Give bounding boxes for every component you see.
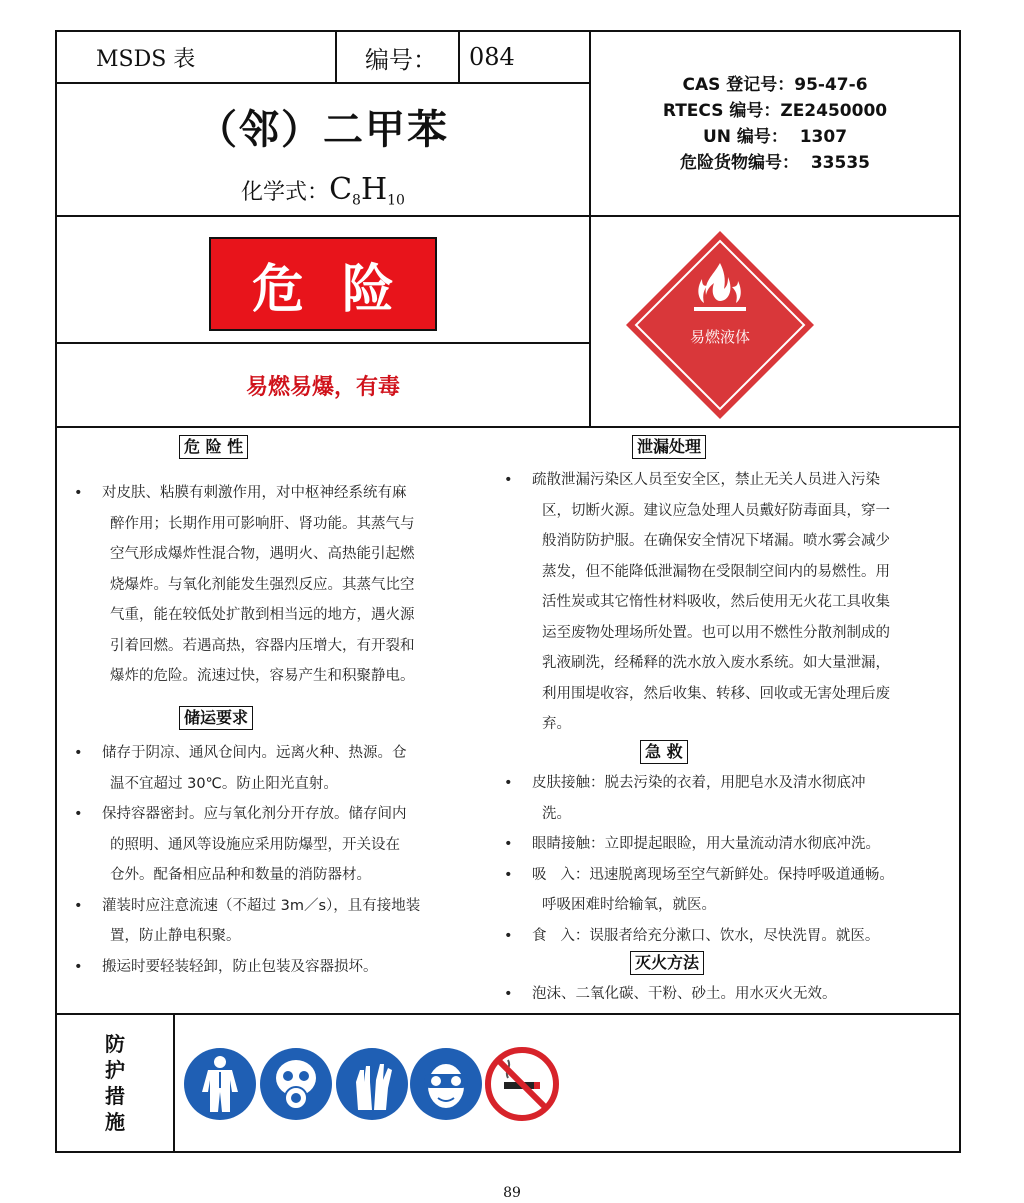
msds-label: MSDS 表 [96,46,196,72]
divider [55,426,961,428]
protection-label-char: 施 [105,1110,125,1134]
list-item-line: 乳液刷洗，经稀释的洗水放入废水系统。如大量泄漏， [542,655,890,671]
list-item-line: 蒸发，但不能降低泄漏物在受限制空间内的易燃性。用 [542,563,890,580]
chemical-name: （邻）二甲苯 [197,107,449,153]
divider [55,342,591,344]
protection-label-char: 措 [105,1084,125,1108]
list-item: • 对皮肤、粘膜有刺激作用，对中枢神经系统有麻 醉作用；长期作用可影响肝、肾功能。其蒸气与 空气形成爆炸性混合物，遇明火、高热能引起燃 烧爆炸。与氧化剂能发生强烈反应。其蒸气比空 气重，能在较低处扩散到相当远的地方，遇火源 引着回燃。若遇高热，容器内压增大，有开裂和 爆炸的危险。流速过快，容易产生和积聚静电。 [74,478,474,692]
list-item-line: 烧爆炸。与氧化剂能发生强烈反应。其蒸气比空 [110,576,415,593]
page-number: 89 [503,1185,521,1201]
flammable-liquid-icon [624,229,816,421]
divider [55,215,961,217]
list-item-line: 活性炭或其它惰性材料吸收，然后使用无火花工具收集 [542,594,890,610]
list-item-line: 食 入：误服者给充分漱口、饮水，尽快洗胃。就医。 [532,927,880,944]
chemical-formula [57,172,589,208]
list-item-line: 洗。 [542,805,571,822]
list-item-line: 爆炸的危险。流速过快，容易产生和积聚静电。 [110,668,415,684]
list-item-line: 储存于阴凉、通风仓间内。远离火种、热源。仓 [102,745,407,761]
protective-gloves-icon [336,1048,408,1120]
list-item-line: 置，防止静电积聚。 [110,928,241,944]
list-item-line: 灌装时应注意流速（不超过 3m／s），且有接地装 [102,897,421,914]
hazard-summary: 易燃易爆，有毒 [245,375,400,400]
list-item-line: 利用围堤收容，然后收集、转移、回收或无害处理后废 [542,685,890,702]
list-item-line: 泡沫、二氧化碳、干粉、砂土。用水灭火无效。 [532,986,837,1002]
list-item-line: 呼吸困难时给输氧，就医。 [542,897,716,913]
fire-list [504,979,954,1010]
rtecs-number: RTECS 编号：ZE2450000 [662,101,888,121]
section-title-first-aid: 急 救 [640,740,688,764]
safety-goggles-icon [410,1048,482,1120]
number-value: 084 [469,43,515,71]
formula-c: C [329,172,353,207]
divider [458,30,460,83]
sign-label: 易燃液体 [689,328,750,346]
list-item-line: 保持容器密封。应与氧化剂分开存放。储存间内 [102,806,407,822]
cas-number: CAS 登记号：95-47-6 [682,75,868,95]
list-item-line: 温不宜超过 30℃。防止阳光直射。 [110,775,338,792]
list-item: • 泡沫、二氧化碳、干粉、砂土。用水灭火无效。 [504,979,954,1010]
section-title-hazard: 危 险 性 [179,435,248,459]
list-item: • 食 入：误服者给充分漱口、饮水，尽快洗胃。就医。 [504,921,954,952]
identifier-block [591,72,959,176]
list-item-line: 空气形成爆炸性混合物，遇明火、高热能引起燃 [110,546,415,562]
list-item-line: 般消防防护服。在确保安全情况下堵漏。喷水雾会减少 [542,533,890,549]
list-item-line: 弃。 [542,716,571,732]
un-number: UN 编号： 1307 [702,127,848,147]
list-item: • 灌装时应注意流速（不超过 3m／s），且有接地装 置，防止静电积聚。 [74,891,474,952]
list-item-line: 搬运时要轻装轻卸，防止包装及容器损坏。 [102,958,378,975]
divider [55,82,591,84]
list-item-line: 对皮肤、粘膜有刺激作用，对中枢神经系统有麻 [102,485,407,501]
section-title-spill: 泄漏处理 [632,435,706,459]
flammable-liquid-sign [624,229,816,421]
list-item-line: 疏散泄漏污染区人员至安全区，禁止无关人员进入污染 [532,472,880,488]
list-item: • 搬运时要轻装轻卸，防止包装及容器损坏。 [74,952,474,983]
protection-label-char: 护 [105,1058,125,1082]
list-item: • 疏散泄漏污染区人员至安全区，禁止无关人员进入污染 区，切断火源。建议应急处理人员戴好防毒面具，穿一 般消防防护服。在确保安全情况下堵漏。喷水雾会减少 蒸发，但不能降低泄漏物在受限制空间内的易燃性。用 活性炭或其它惰性材料吸收，然后使用无火花工具收集 运至废物处理场所处置。也可以用不燃性分散剂制成的 乳液刷洗，经稀释的洗水放入废水系统。如大量泄漏， 利用围堤收容，然后收集、转移、回收或无害处理后废 弃。 [504,465,954,740]
list-item: • 眼睛接触：立即提起眼睑，用大量流动清水彻底冲洗。 [504,829,954,860]
divider [335,30,337,83]
storage-list [74,738,474,982]
section-title-fire: 灭火方法 [630,951,704,975]
formula-h: H [360,172,388,207]
formula-label: 化学式： [241,180,330,205]
number-label: 编号： [365,45,437,74]
list-item-line: 运至废物处理场所处置。也可以用不燃性分散剂制成的 [542,624,890,641]
danger-banner: 危险 [209,237,437,331]
formula-h-sub: 10 [387,192,405,209]
list-item: • 储存于阴凉、通风仓间内。远离火种、热源。仓 温不宜超过 30℃。防止阳光直射。 [74,738,474,799]
divider [55,1013,961,1015]
hazard-list [74,478,474,692]
protection-label-char: 防 [105,1032,125,1056]
formula-c-sub: 8 [352,192,361,209]
protective-suit-icon [184,1048,256,1120]
list-item: • 皮肤接触：脱去污染的衣着，用肥皂水及清水彻底冲 洗。 [504,768,954,829]
list-item-line: 的照明、通风等设施应采用防爆型，开关设在 [110,836,400,853]
list-item-line: 眼睛接触：立即提起眼睑，用大量流动清水彻底冲洗。 [532,836,880,852]
first-aid-list [504,768,954,951]
list-item: • 保持容器密封。应与氧化剂分开存放。储存间内 的照明、通风等设施应采用防爆型，开关设在 仓外。配备相应品种和数量的消防器材。 [74,799,474,891]
section-title-storage: 储运要求 [179,706,253,730]
protection-label [58,1016,172,1150]
list-item: • 吸 入：迅速脱离现场至空气新鲜处。保持呼吸道通畅。 呼吸困难时给输氧，就医。 [504,860,954,921]
dangerous-goods-number: 危险货物编号： 33535 [680,153,870,173]
list-item-line: 吸 入：迅速脱离现场至空气新鲜处。保持呼吸道通畅。 [532,866,894,883]
list-item-line: 引着回燃。若遇高热，容器内压增大，有开裂和 [110,637,415,654]
no-smoking-icon [484,1046,560,1122]
spill-list [504,465,954,740]
list-item-line: 醉作用；长期作用可影响肝、肾功能。其蒸气与 [110,515,415,532]
list-item-line: 仓外。配备相应品种和数量的消防器材。 [110,867,371,883]
list-item-line: 气重，能在较低处扩散到相当远的地方，遇火源 [110,607,415,623]
gas-mask-icon [260,1048,332,1120]
list-item-line: 区，切断火源。建议应急处理人员戴好防毒面具，穿一 [542,502,890,519]
list-item-line: 皮肤接触：脱去污染的衣着，用肥皂水及清水彻底冲 [532,775,866,791]
divider [173,1013,175,1153]
